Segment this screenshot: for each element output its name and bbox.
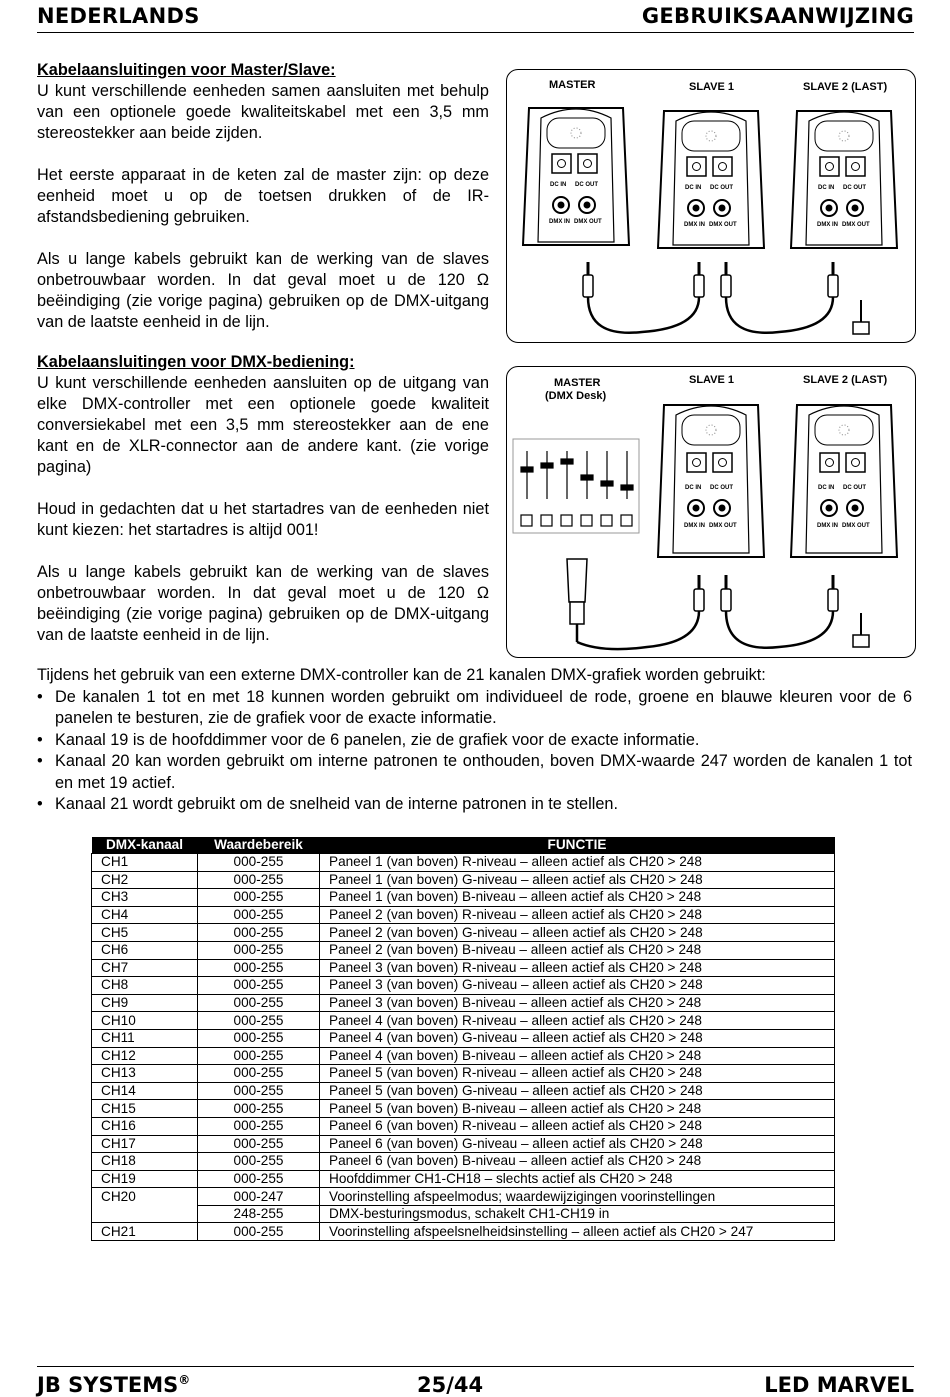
cell-range: 000-255 xyxy=(198,871,320,889)
bullet-list xyxy=(37,687,912,816)
port-dc-in: DC IN xyxy=(818,485,835,491)
label-slave1: SLAVE 1 xyxy=(689,374,735,386)
dmx-desk-svg xyxy=(507,367,914,656)
table-row xyxy=(92,1047,835,1065)
cell-function: Hoofddimmer CH1-CH18 – slechts actief als CH20 > 248 xyxy=(320,1170,835,1188)
port-dmx-in: DMX IN xyxy=(817,523,838,529)
unit-master xyxy=(523,108,629,245)
cell-channel: CH17 xyxy=(92,1135,198,1153)
cell-channel: CH8 xyxy=(92,977,198,995)
channel-description xyxy=(37,665,912,816)
cell-range: 000-255 xyxy=(198,854,320,872)
dmx-desk-diagram xyxy=(506,366,916,658)
cell-function: Paneel 2 (van boven) B-niveau – alleen actief als CH20 > 248 xyxy=(320,941,835,959)
cell-function: Paneel 2 (van boven) G-niveau – alleen actief als CH20 > 248 xyxy=(320,924,835,942)
port-dc-in: DC IN xyxy=(818,185,835,191)
port-dmx-in: DMX IN xyxy=(684,222,705,228)
table-row xyxy=(92,1223,835,1241)
cell-function: Paneel 1 (van boven) G-niveau – alleen actief als CH20 > 248 xyxy=(320,871,835,889)
cell-channel: CH18 xyxy=(92,1153,198,1171)
page-header xyxy=(37,2,914,33)
cell-function: Paneel 4 (van boven) G-niveau – alleen actief als CH20 > 248 xyxy=(320,1029,835,1047)
list-item: • Kanaal 19 is de hoofddimmer voor de 6 panelen, zie de grafiek voor de exacte informatie. xyxy=(37,730,912,752)
port-dmx-out: DMX OUT xyxy=(709,222,737,228)
cell-range: 000-255 xyxy=(198,977,320,995)
port-dc-in: DC IN xyxy=(685,185,702,191)
cell-function: Paneel 4 (van boven) B-niveau – alleen actief als CH20 > 248 xyxy=(320,1047,835,1065)
table-body xyxy=(92,854,835,1241)
port-dmx-out: DMX OUT xyxy=(709,523,737,529)
cell-function: Paneel 4 (van boven) R-niveau – alleen actief als CH20 > 248 xyxy=(320,1012,835,1030)
paragraph: Het eerste apparaat in de keten zal de master zijn: op deze eenheid moet u op de toetsen drukken of de IR-afstandsbediening gebruiken. xyxy=(37,166,489,226)
table-row xyxy=(92,1012,835,1030)
intro-text: Tijdens het gebruik van een externe DMX-controller kan de 21 kanalen DMX-grafiek worden gebruikt: xyxy=(37,666,766,684)
unit-slave1 xyxy=(658,405,764,557)
header-title: GEBRUIKSAANWIJZING xyxy=(641,4,914,28)
paragraph: Als u lange kabels gebruikt kan de werking van de slaves onbetrouwbaar worden. In dat geval moet u de 120 Ω beëindiging (zie vorige pagina) gebruiken op de DMX-uitgang van de laatste eenheid in de lijn. xyxy=(37,563,489,644)
cell-channel: CH12 xyxy=(92,1047,198,1065)
cell-range: 000-255 xyxy=(198,1065,320,1083)
footer-brand xyxy=(37,1373,190,1397)
table-row xyxy=(92,941,835,959)
cell-function: Paneel 5 (van boven) R-niveau – alleen actief als CH20 > 248 xyxy=(320,1065,835,1083)
label-slave1: SLAVE 1 xyxy=(689,81,735,93)
port-dmx-in: DMX IN xyxy=(684,523,705,529)
paragraph: Als u lange kabels gebruikt kan de werking van de slaves onbetrouwbaar worden. In dat geval moet u de 120 Ω beëindiging (zie vorige pagina) gebruiken op de DMX-uitgang van de laatste eenheid in de lijn. xyxy=(37,250,489,331)
port-dc-out: DC OUT xyxy=(575,182,598,188)
port-dmx-out: DMX OUT xyxy=(842,523,870,529)
list-item: • Kanaal 20 kan worden gebruikt om interne patronen te onthouden, boven DMX-waarde 247 worden de kanalen 1 tot en met 19 actief. xyxy=(37,751,912,794)
table-row xyxy=(92,1082,835,1100)
cell-function: Paneel 5 (van boven) G-niveau – alleen actief als CH20 > 248 xyxy=(320,1082,835,1100)
cell-range: 000-255 xyxy=(198,994,320,1012)
page-footer xyxy=(37,1366,914,1397)
table-row xyxy=(92,1170,835,1188)
cell-range: 000-255 xyxy=(198,1082,320,1100)
table-row xyxy=(92,959,835,977)
cell-function: Paneel 1 (van boven) B-niveau – alleen actief als CH20 > 248 xyxy=(320,889,835,907)
cell-range: 000-255 xyxy=(198,1170,320,1188)
cell-channel: CH21 xyxy=(92,1223,198,1241)
cell-range: 000-255 xyxy=(198,924,320,942)
cell-channel: CH4 xyxy=(92,906,198,924)
port-dc-out: DC OUT xyxy=(710,485,733,491)
header-channel: DMX-kanaal xyxy=(92,837,198,854)
cell-function: Paneel 6 (van boven) G-niveau – alleen actief als CH20 > 248 xyxy=(320,1135,835,1153)
cell-function: Paneel 1 (van boven) R-niveau – alleen actief als CH20 > 248 xyxy=(320,854,835,872)
unit-slave1 xyxy=(658,111,764,248)
brand-text: JB SYSTEMS xyxy=(37,1373,179,1397)
cell-channel: CH6 xyxy=(92,941,198,959)
cell-function: Paneel 2 (van boven) R-niveau – alleen actief als CH20 > 248 xyxy=(320,906,835,924)
table-header-row xyxy=(92,837,835,854)
table-row xyxy=(92,1065,835,1083)
cell-range: 000-255 xyxy=(198,1153,320,1171)
table-row xyxy=(92,1188,835,1206)
port-dmx-out: DMX OUT xyxy=(842,222,870,228)
table-row xyxy=(92,1135,835,1153)
header-range: Waardebereik xyxy=(198,837,320,854)
cell-channel: CH1 xyxy=(92,854,198,872)
cell-channel: CH10 xyxy=(92,1012,198,1030)
table-row xyxy=(92,1100,835,1118)
table-row xyxy=(92,977,835,995)
cell-function: Paneel 5 (van boven) B-niveau – alleen actief als CH20 > 248 xyxy=(320,1100,835,1118)
master-slave-diagram xyxy=(506,69,916,343)
table-row xyxy=(92,1029,835,1047)
footer-product: LED MARVEL xyxy=(764,1373,914,1397)
table-row xyxy=(92,871,835,889)
table-row xyxy=(92,1117,835,1135)
label-master: MASTER xyxy=(549,79,596,91)
master-slave-svg xyxy=(507,70,914,341)
cell-channel xyxy=(92,1205,198,1223)
page-number: 25/44 xyxy=(417,1373,484,1397)
port-dc-out: DC OUT xyxy=(710,185,733,191)
table-row xyxy=(92,924,835,942)
port-dmx-in: DMX IN xyxy=(817,222,838,228)
cell-channel: CH14 xyxy=(92,1082,198,1100)
port-dc-in: DC IN xyxy=(685,485,702,491)
section-heading: Kabelaansluitingen voor Master/Slave: xyxy=(37,61,336,79)
label-master: MASTER xyxy=(554,377,601,389)
cell-channel: CH5 xyxy=(92,924,198,942)
paragraph: U kunt verschillende eenheden aansluiten op de uitgang van elke DMX-controller met een optionele goede kwaliteit conversiekabel met een 3,5 mm stereostekker aan de ene kant en de XLR-connector aan de andere kant. (zie vorige pagina) xyxy=(37,374,489,476)
table-row xyxy=(92,1205,835,1223)
table-row xyxy=(92,906,835,924)
header-function: FUNCTIE xyxy=(320,837,835,854)
port-dmx-in: DMX IN xyxy=(549,219,570,225)
cell-function: Paneel 6 (van boven) B-niveau – alleen actief als CH20 > 248 xyxy=(320,1153,835,1171)
cell-range: 000-255 xyxy=(198,1117,320,1135)
paragraph: Houd in gedachten dat u het startadres van de eenheden niet kunt kiezen: het startadres is altijd 001! xyxy=(37,500,489,539)
label-slave2: SLAVE 2 (LAST) xyxy=(803,374,888,386)
dmx-channel-table xyxy=(91,837,835,1241)
paragraph: U kunt verschillende eenheden samen aansluiten met behulp van een optionele goede kwaliteitskabel met een 3,5 mm stereostekker aan beide zijden. xyxy=(37,82,489,142)
cell-range: 000-247 xyxy=(198,1188,320,1206)
cell-range: 000-255 xyxy=(198,906,320,924)
cell-channel: CH16 xyxy=(92,1117,198,1135)
cell-channel: CH13 xyxy=(92,1065,198,1083)
list-item: • De kanalen 1 tot en met 18 kunnen worden gebruikt om individueel de rode, groene en blauwe kleuren voor de 6 panelen te besturen, zie de grafiek voor de exacte informatie. xyxy=(37,687,912,730)
cell-function: DMX-besturingsmodus, schakelt CH1-CH19 in xyxy=(320,1205,835,1223)
cell-range: 000-255 xyxy=(198,1047,320,1065)
xlr-and-jack-cables xyxy=(567,559,869,649)
cell-channel: CH19 xyxy=(92,1170,198,1188)
cell-channel: CH20 xyxy=(92,1188,198,1206)
unit-slave2 xyxy=(791,405,897,557)
cell-channel: CH7 xyxy=(92,959,198,977)
port-dc-out: DC OUT xyxy=(843,185,866,191)
table-row xyxy=(92,1153,835,1171)
port-dc-in: DC IN xyxy=(550,182,567,188)
cell-range: 000-255 xyxy=(198,1223,320,1241)
label-dmx-desk: (DMX Desk) xyxy=(545,390,607,402)
cell-function: Voorinstelling afspeelmodus; waardewijzigingen voorinstellingen xyxy=(320,1188,835,1206)
unit-slave2 xyxy=(791,111,897,248)
cell-range: 248-255 xyxy=(198,1205,320,1223)
registered-mark: ® xyxy=(178,1373,191,1387)
dmx-desk xyxy=(513,439,639,533)
cell-function: Paneel 6 (van boven) R-niveau – alleen actief als CH20 > 248 xyxy=(320,1117,835,1135)
cell-function: Voorinstelling afspeelsnelheidsinstelling – alleen actief als CH20 > 247 xyxy=(320,1223,835,1241)
cell-range: 000-255 xyxy=(198,889,320,907)
header-language: NEDERLANDS xyxy=(37,4,200,28)
cell-range: 000-255 xyxy=(198,1100,320,1118)
cell-range: 000-255 xyxy=(198,1135,320,1153)
list-item: • Kanaal 21 wordt gebruikt om de snelheid van de interne patronen in te stellen. xyxy=(37,794,912,816)
cell-range: 000-255 xyxy=(198,959,320,977)
cell-channel: CH2 xyxy=(92,871,198,889)
section-heading: Kabelaansluitingen voor DMX-bediening: xyxy=(37,353,355,371)
cell-function: Paneel 3 (van boven) G-niveau – alleen actief als CH20 > 248 xyxy=(320,977,835,995)
cell-function: Paneel 3 (van boven) B-niveau – alleen actief als CH20 > 248 xyxy=(320,994,835,1012)
jack-cables xyxy=(583,262,869,334)
section-dmx-control xyxy=(37,352,489,667)
cell-channel: CH11 xyxy=(92,1029,198,1047)
table-row xyxy=(92,889,835,907)
section-master-slave xyxy=(37,60,489,354)
cell-range: 000-255 xyxy=(198,1029,320,1047)
cell-channel: CH15 xyxy=(92,1100,198,1118)
port-dc-out: DC OUT xyxy=(843,485,866,491)
table-row xyxy=(92,994,835,1012)
cell-channel: CH9 xyxy=(92,994,198,1012)
cell-function: Paneel 3 (van boven) R-niveau – alleen actief als CH20 > 248 xyxy=(320,959,835,977)
cell-range: 000-255 xyxy=(198,941,320,959)
label-slave2: SLAVE 2 (LAST) xyxy=(803,81,888,93)
table-row xyxy=(92,854,835,872)
cell-range: 000-255 xyxy=(198,1012,320,1030)
port-dmx-out: DMX OUT xyxy=(574,219,602,225)
cell-channel: CH3 xyxy=(92,889,198,907)
